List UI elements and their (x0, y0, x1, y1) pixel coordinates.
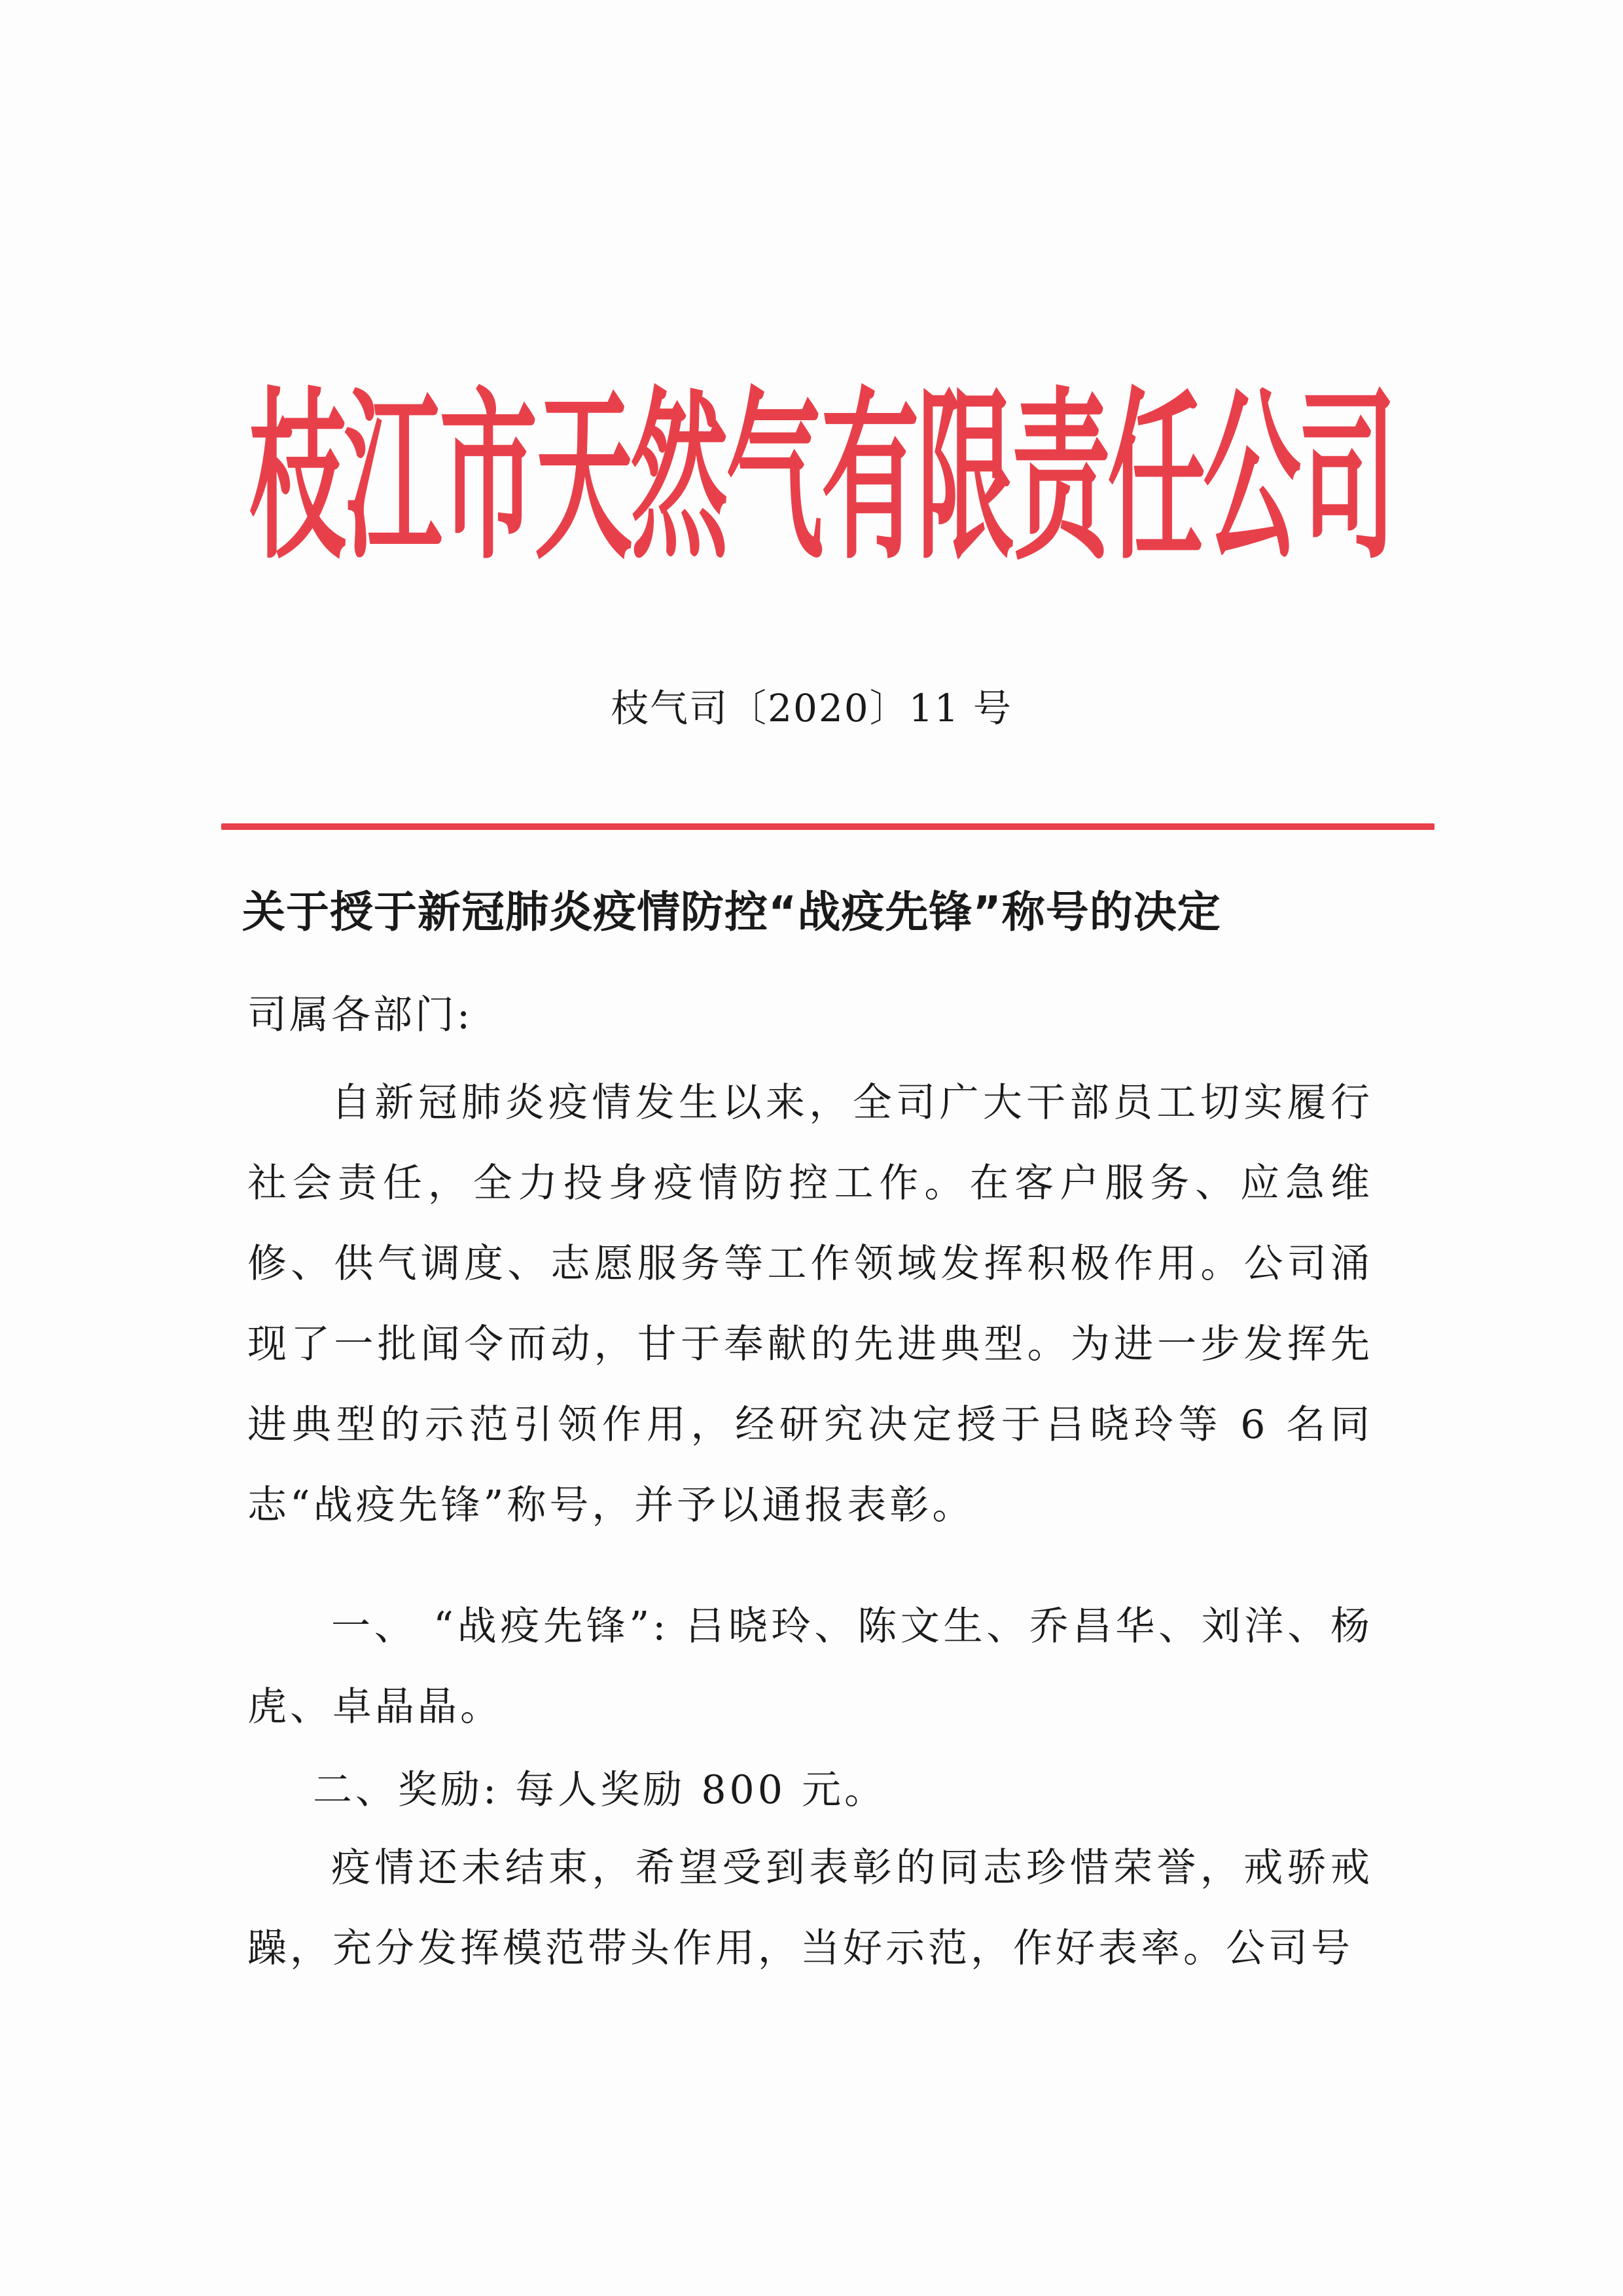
organization-header (249, 353, 1394, 603)
document-title: 关于授于新冠肺炎疫情防控“战疫先锋”称号的决定 (242, 887, 1221, 937)
organization-name: 枝江市天然气有限责任公司 (249, 370, 1394, 584)
document-number: 枝气司〔2020〕11 号 (611, 686, 1012, 730)
paragraph-honorees: 一、 “战疫先锋”: 吕晓玲、陈文生、乔昌华、刘洋、杨虎、卓晶晶。 (247, 1604, 1373, 1730)
paragraph-closing: 疫情还未结束，希望受到表彰的同志珍惜荣誉，戒骄戒躁，充分发挥模范带头作用，当好示范，作好表率。公司号 (247, 1845, 1373, 1971)
red-divider-line (221, 823, 1435, 830)
addressee: 司属各部门: (247, 992, 473, 1038)
paragraph-reward: 二、奖励: 每人奖励 800 元。 (313, 1767, 887, 1813)
paragraph-intro: 自新冠肺炎疫情发生以来，全司广大干部员工切实履行社会责任，全力投身疫情防控工作。在客户服务、应急维修、供气调度、志愿服务等工作领域发挥积极作用。公司涌现了一批闻令而动，甘于奉献的先进典型。为进一步发挥先进典型的示范引领作用，经研究决定授于吕晓玲等 6 名同志“战疫先锋”称号，并予以通报表彰。 (247, 1080, 1373, 1528)
